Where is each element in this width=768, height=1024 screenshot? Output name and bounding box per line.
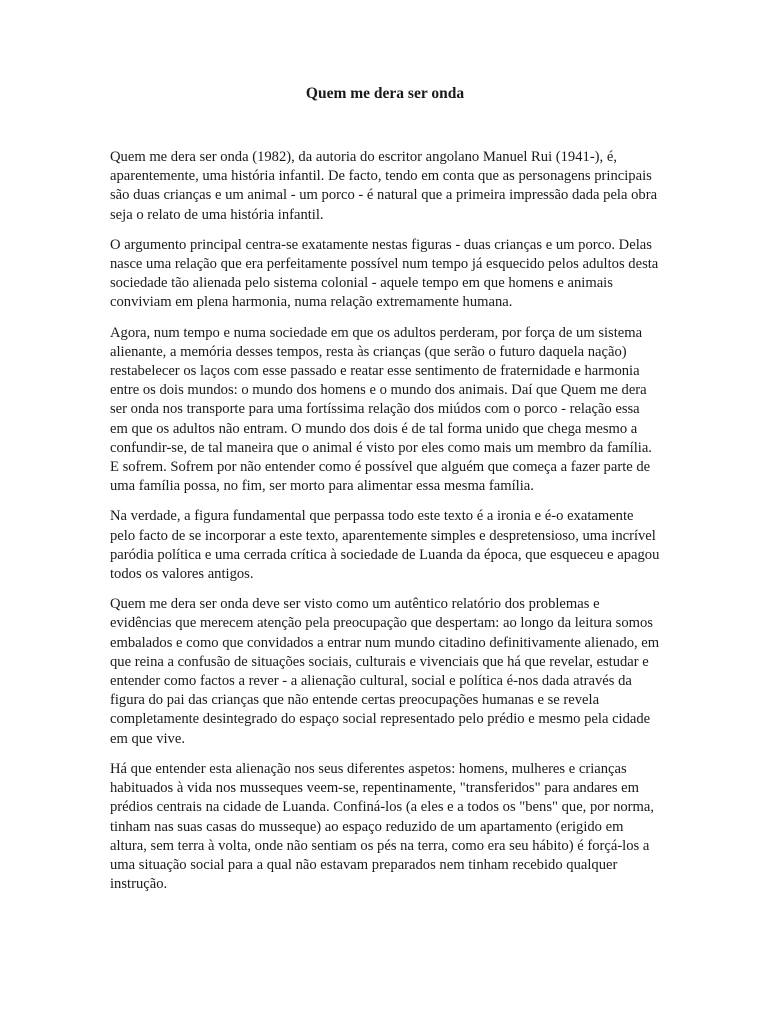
paragraph-4: Na verdade, a figura fundamental que perpassa todo este texto é a ironia e é-o exatamente pelo facto de se incorporar a este texto, aparentemente simples e despretensioso, uma incrível paródia política e uma cerrada crítica à sociedade de Luanda da época, que esqueceu e apagou todos os valores antigos. — [110, 508, 660, 583]
paragraph-3: Agora, num tempo e numa sociedade em que os adultos perderam, por força de um sistema alienante, a memória desses tempos, resta às crianças (que serão o futuro daquela nação) restabelecer os laços com esse passado e reatar esse sentimento de fraternidade e harmonia entre os dois mundos: o mundo dos homens e o mundo dos animais. Daí que Quem me dera ser onda nos transporte para uma fortíssima relação dos miúdos com o porco - relação essa em que os adultos não entram. O mundo dos dois é de tal forma unido que chega mesmo a confundir-se, de tal maneira que o animal é visto por eles como mais um membro da família. E sofrem. Sofrem por não entender como é possível que alguém que começa a fazer parte de uma família possa, no fim, ser morto para alimentar essa mesma família. — [110, 324, 652, 495]
paragraph-2: O argumento principal centra-se exatamente nestas figuras - duas crianças e um porco. Delas nasce uma relação que era perfeitamente possível num tempo já esquecido pelos adultos desta sociedade tão alienada pelo sistema colonial - aquele tempo em que homens e animais conviviam em plena harmonia, numa relação extremamente humana. — [110, 236, 659, 311]
paragraph-6: Há que entender esta alienação nos seus diferentes aspetos: homens, mulheres e crianças habituados à vida nos musseques veem-se, repentinamente, "transferidos" para andares em prédios centrais na cidade de Luanda. Confiná-los (a eles e a todos os "bens" que, por norma, tinham nas suas casas do musseque) ao espaço reduzido de um apartamento (erigido em altura, sem terra à volta, onde não sentiam os pés na terra, como era seu hábito) é forçá-los a uma situação social para a qual não estavam preparados nem tinham recebido qualquer instrução. — [110, 760, 655, 893]
paragraph-5: Quem me dera ser onda deve ser visto como um autêntico relatório dos problemas e evidências que merecem atenção pela preocupação que despertam: ao longo da leitura somos embalados e como que convidados a entrar num mundo citadino definitivamente alienado, em que reina a confusão de situações sociais, culturais e vivenciais que há que revelar, estudar e entender como factos a rever - a alienação cultural, social e política é-nos dada através da figura do pai das crianças que não entende certas preocupações humanas e se revela completamente desintegrado do espaço social representado pelo prédio e mesmo pela cidade em que vive. — [110, 596, 660, 747]
document-page — [110, 84, 660, 905]
document-title: Quem me dera ser onda — [305, 85, 465, 102]
paragraph-1: Quem me dera ser onda (1982), da autoria do escritor angolano Manuel Rui (1941-), é, aparentemente, uma história infantil. De facto, tendo em conta que as personagens principais são duas crianças e um animal - um porco - é natural que a primeira impressão dada pela obra seja o relato de uma história infantil. — [110, 149, 658, 223]
